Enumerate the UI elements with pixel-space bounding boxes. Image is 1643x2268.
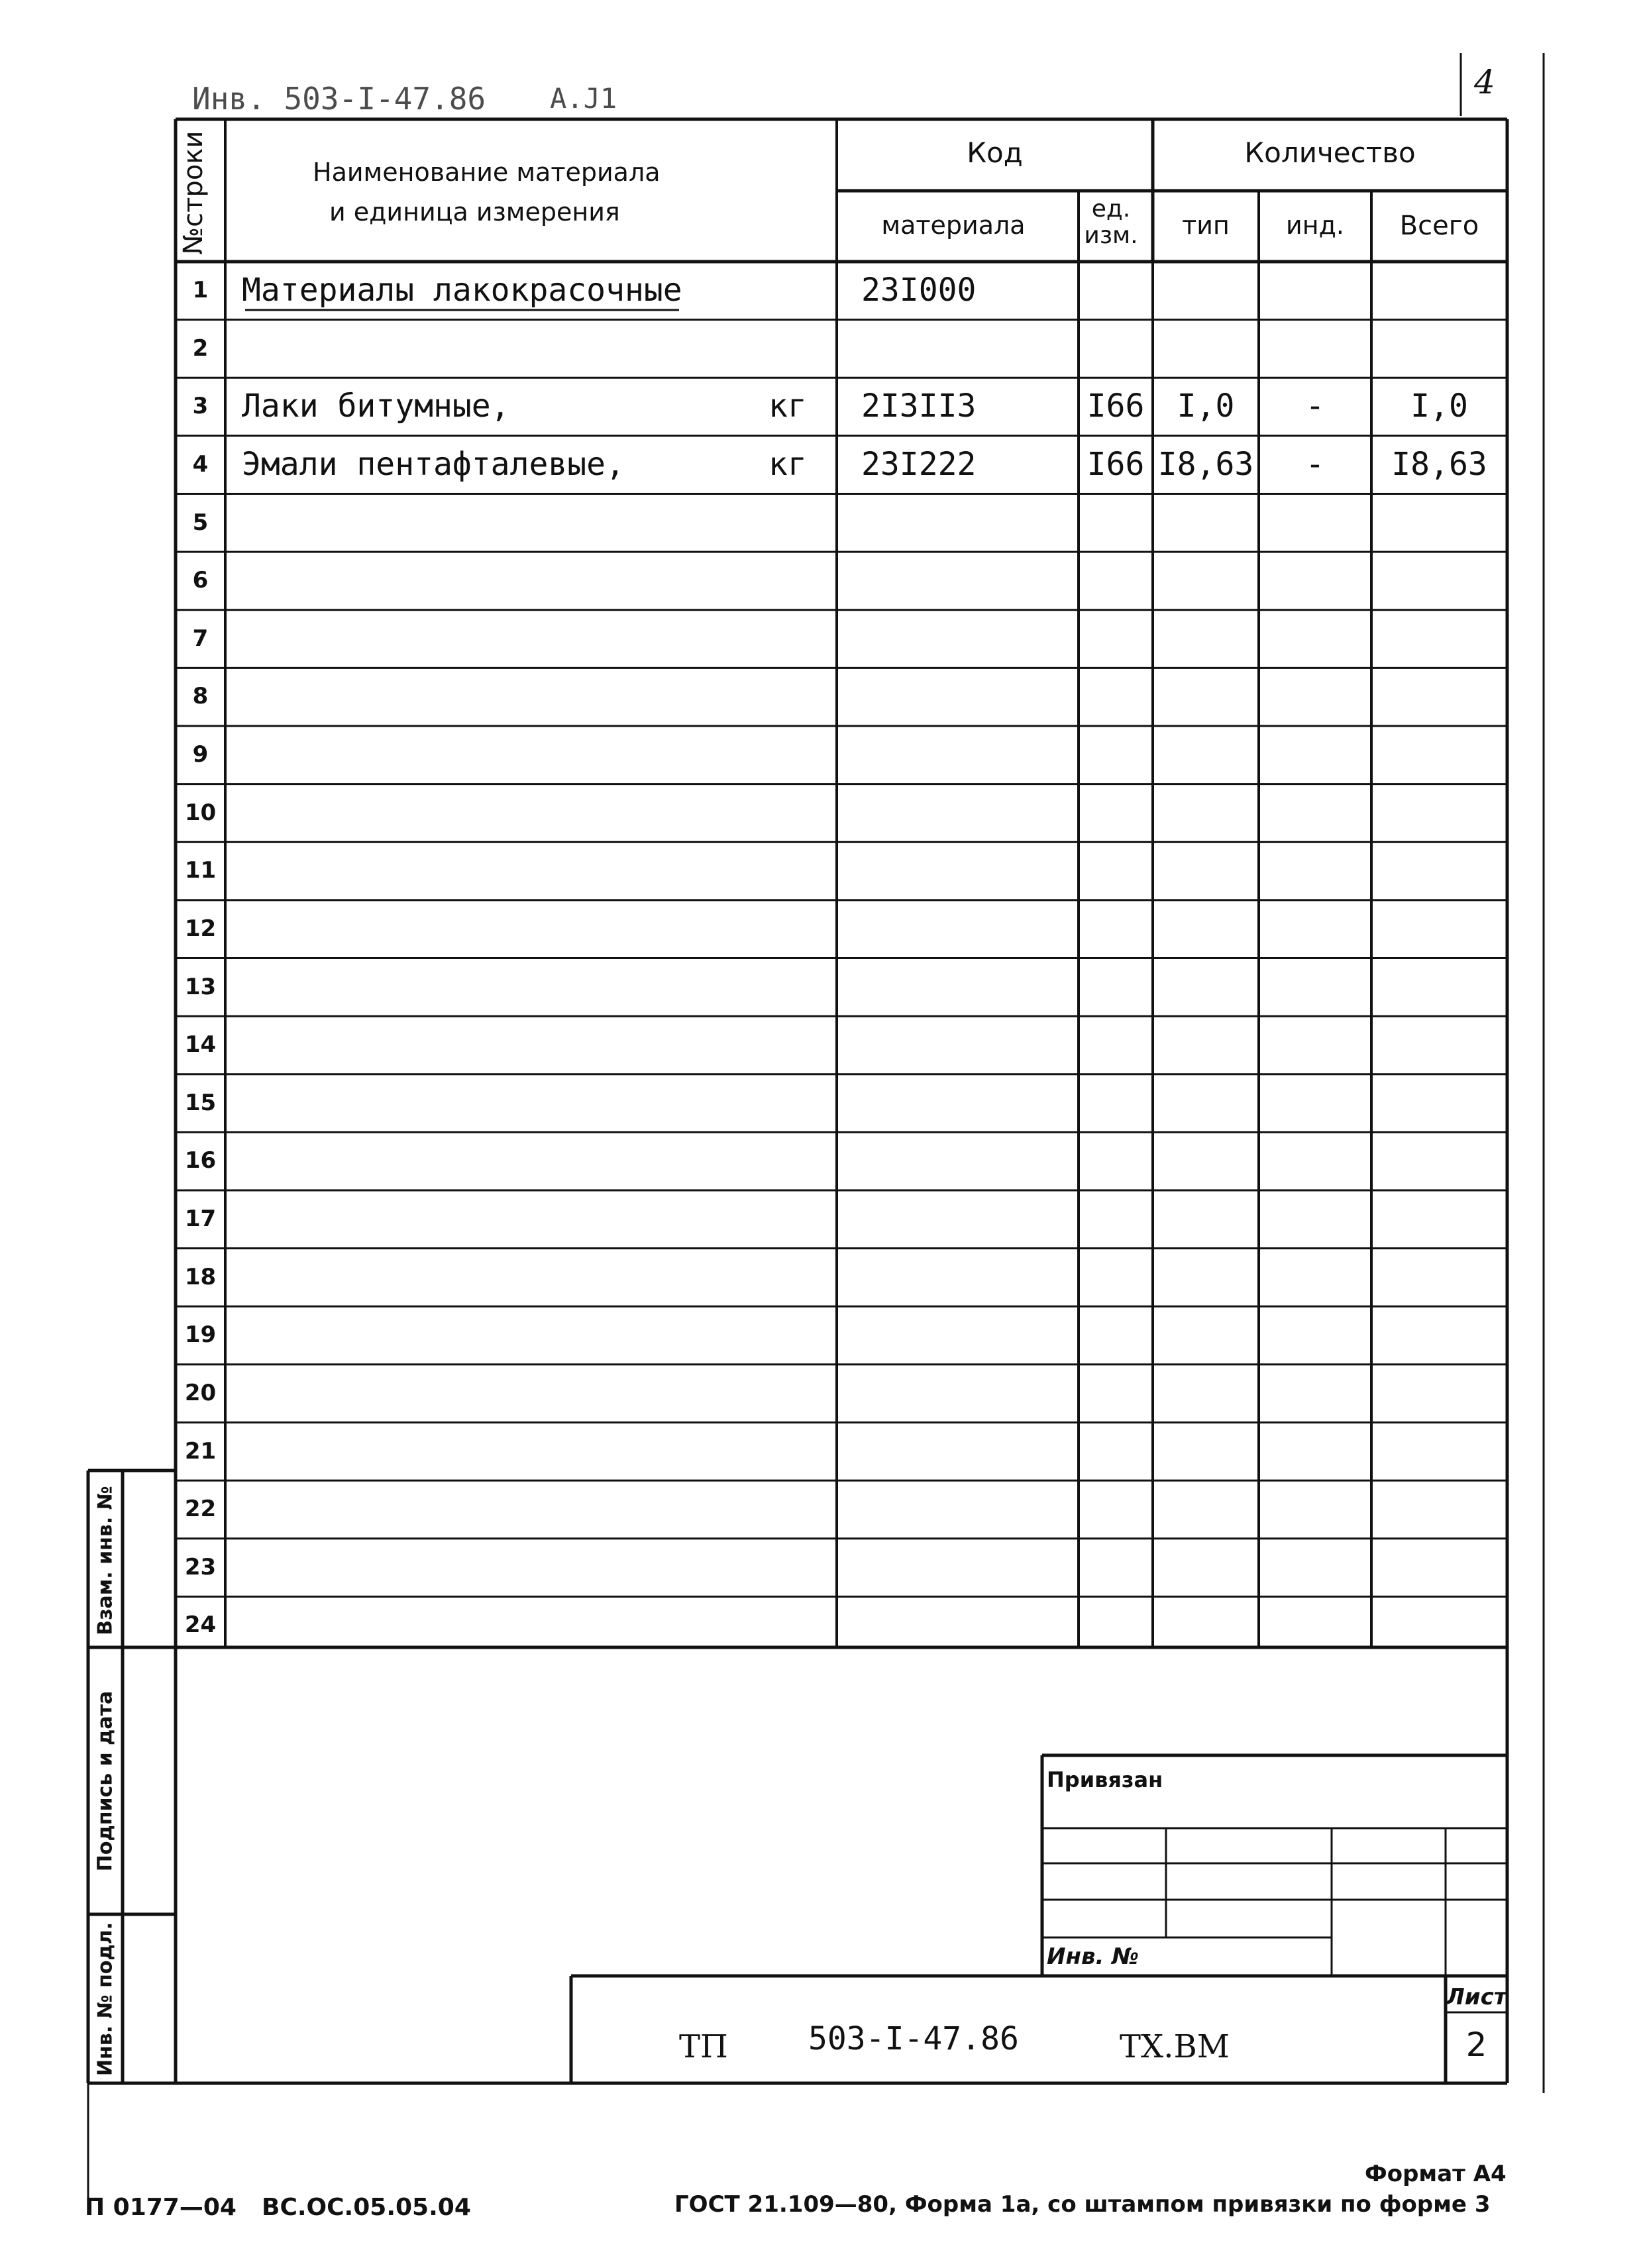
header-qty-group: Количество xyxy=(1244,136,1416,169)
footer-series: ВС.ОС.05.05.04 xyxy=(262,2194,471,2221)
header-ind: инд. xyxy=(1286,211,1344,240)
cell-no: 4 xyxy=(192,450,209,478)
cell-no: 17 xyxy=(184,1206,217,1232)
cell-code: 23I222 xyxy=(861,445,977,483)
doc-suffix: ТХ.ВМ xyxy=(1120,2028,1230,2065)
sheet-value: 2 xyxy=(1465,2026,1487,2064)
cell-type: I8,63 xyxy=(1157,445,1254,483)
header-type: тип xyxy=(1182,211,1230,240)
cell-type: I,0 xyxy=(1177,387,1235,425)
cell-no: 6 xyxy=(192,567,209,594)
doc-prefix: ТП xyxy=(679,2028,728,2065)
cell-no: 15 xyxy=(184,1089,217,1116)
sheet-label: Лист xyxy=(1446,1984,1507,2010)
cell-no: 22 xyxy=(184,1496,217,1523)
side-stamp-inv-podl: Инв. № подл. xyxy=(93,1922,117,2077)
cell-no: 24 xyxy=(184,1612,217,1639)
header-row-no: №строки xyxy=(178,130,209,255)
cell-no: 20 xyxy=(184,1379,217,1406)
cell-no: 7 xyxy=(192,625,209,652)
cell-unit-code: I66 xyxy=(1086,445,1145,483)
inv-no-label: Инв. № xyxy=(1047,1943,1140,1970)
cell-code: 2I3II3 xyxy=(861,387,977,425)
cell-no: 18 xyxy=(184,1263,217,1290)
cell-no: 23 xyxy=(184,1553,217,1580)
cell-name: Материалы лакокрасочные xyxy=(242,272,682,309)
cell-no: 19 xyxy=(184,1321,217,1349)
cell-code: 23I000 xyxy=(861,272,977,309)
cell-no: 13 xyxy=(184,973,217,1000)
cell-no: 2 xyxy=(192,335,209,362)
header-name-line2: и единица измерения xyxy=(329,197,620,227)
privyazan-label: Привязан xyxy=(1047,1767,1163,1792)
side-stamp-vzam: Взам. инв. № xyxy=(93,1486,117,1635)
cell-no: 9 xyxy=(192,741,209,768)
header-total: Всего xyxy=(1399,211,1479,241)
side-stamp-podpis: Подпись и дата xyxy=(93,1690,117,1872)
top-doc-label: Инв. 503-I-47.86 xyxy=(192,81,486,117)
top-doc-suffix: А.Ј1 xyxy=(550,82,617,115)
page-number: 4 xyxy=(1474,63,1495,101)
cell-unit-code: I66 xyxy=(1086,387,1145,425)
cell-name: Эмали пентафталевые, xyxy=(242,445,625,483)
cell-no: 8 xyxy=(192,683,209,710)
cell-no: 21 xyxy=(184,1437,217,1465)
cell-unit-word: кг xyxy=(768,445,807,483)
cell-total: I8,63 xyxy=(1391,445,1487,483)
format-label: Формат А4 xyxy=(1365,2161,1507,2187)
header-name-line1: Наименование материала xyxy=(313,158,661,187)
cell-no: 14 xyxy=(184,1031,217,1058)
cell-ind: - xyxy=(1305,445,1325,483)
cell-no: 12 xyxy=(184,915,217,942)
cell-no: 5 xyxy=(192,509,209,536)
cell-ind: - xyxy=(1305,387,1325,425)
header-material: материала xyxy=(881,211,1026,240)
cell-total: I,0 xyxy=(1410,387,1468,425)
footer-left-code: П 0177—04 xyxy=(85,2194,237,2221)
cell-no: 3 xyxy=(192,393,209,420)
doc-number: 503-I-47.86 xyxy=(808,2020,1019,2057)
cell-unit-word: кг xyxy=(768,387,807,425)
footer-gost: ГОСТ 21.109—80, Форма 1а, со штампом привязки по форме 3 xyxy=(674,2191,1491,2218)
header-unit: ед. изм. xyxy=(1084,195,1138,249)
cell-no: 10 xyxy=(184,799,217,826)
cell-no: 16 xyxy=(184,1147,217,1174)
cell-no: 11 xyxy=(184,857,217,884)
cell-no: 1 xyxy=(192,277,209,303)
header-code-group: Код xyxy=(967,136,1023,169)
cell-name: Лаки битумные, xyxy=(242,387,510,425)
